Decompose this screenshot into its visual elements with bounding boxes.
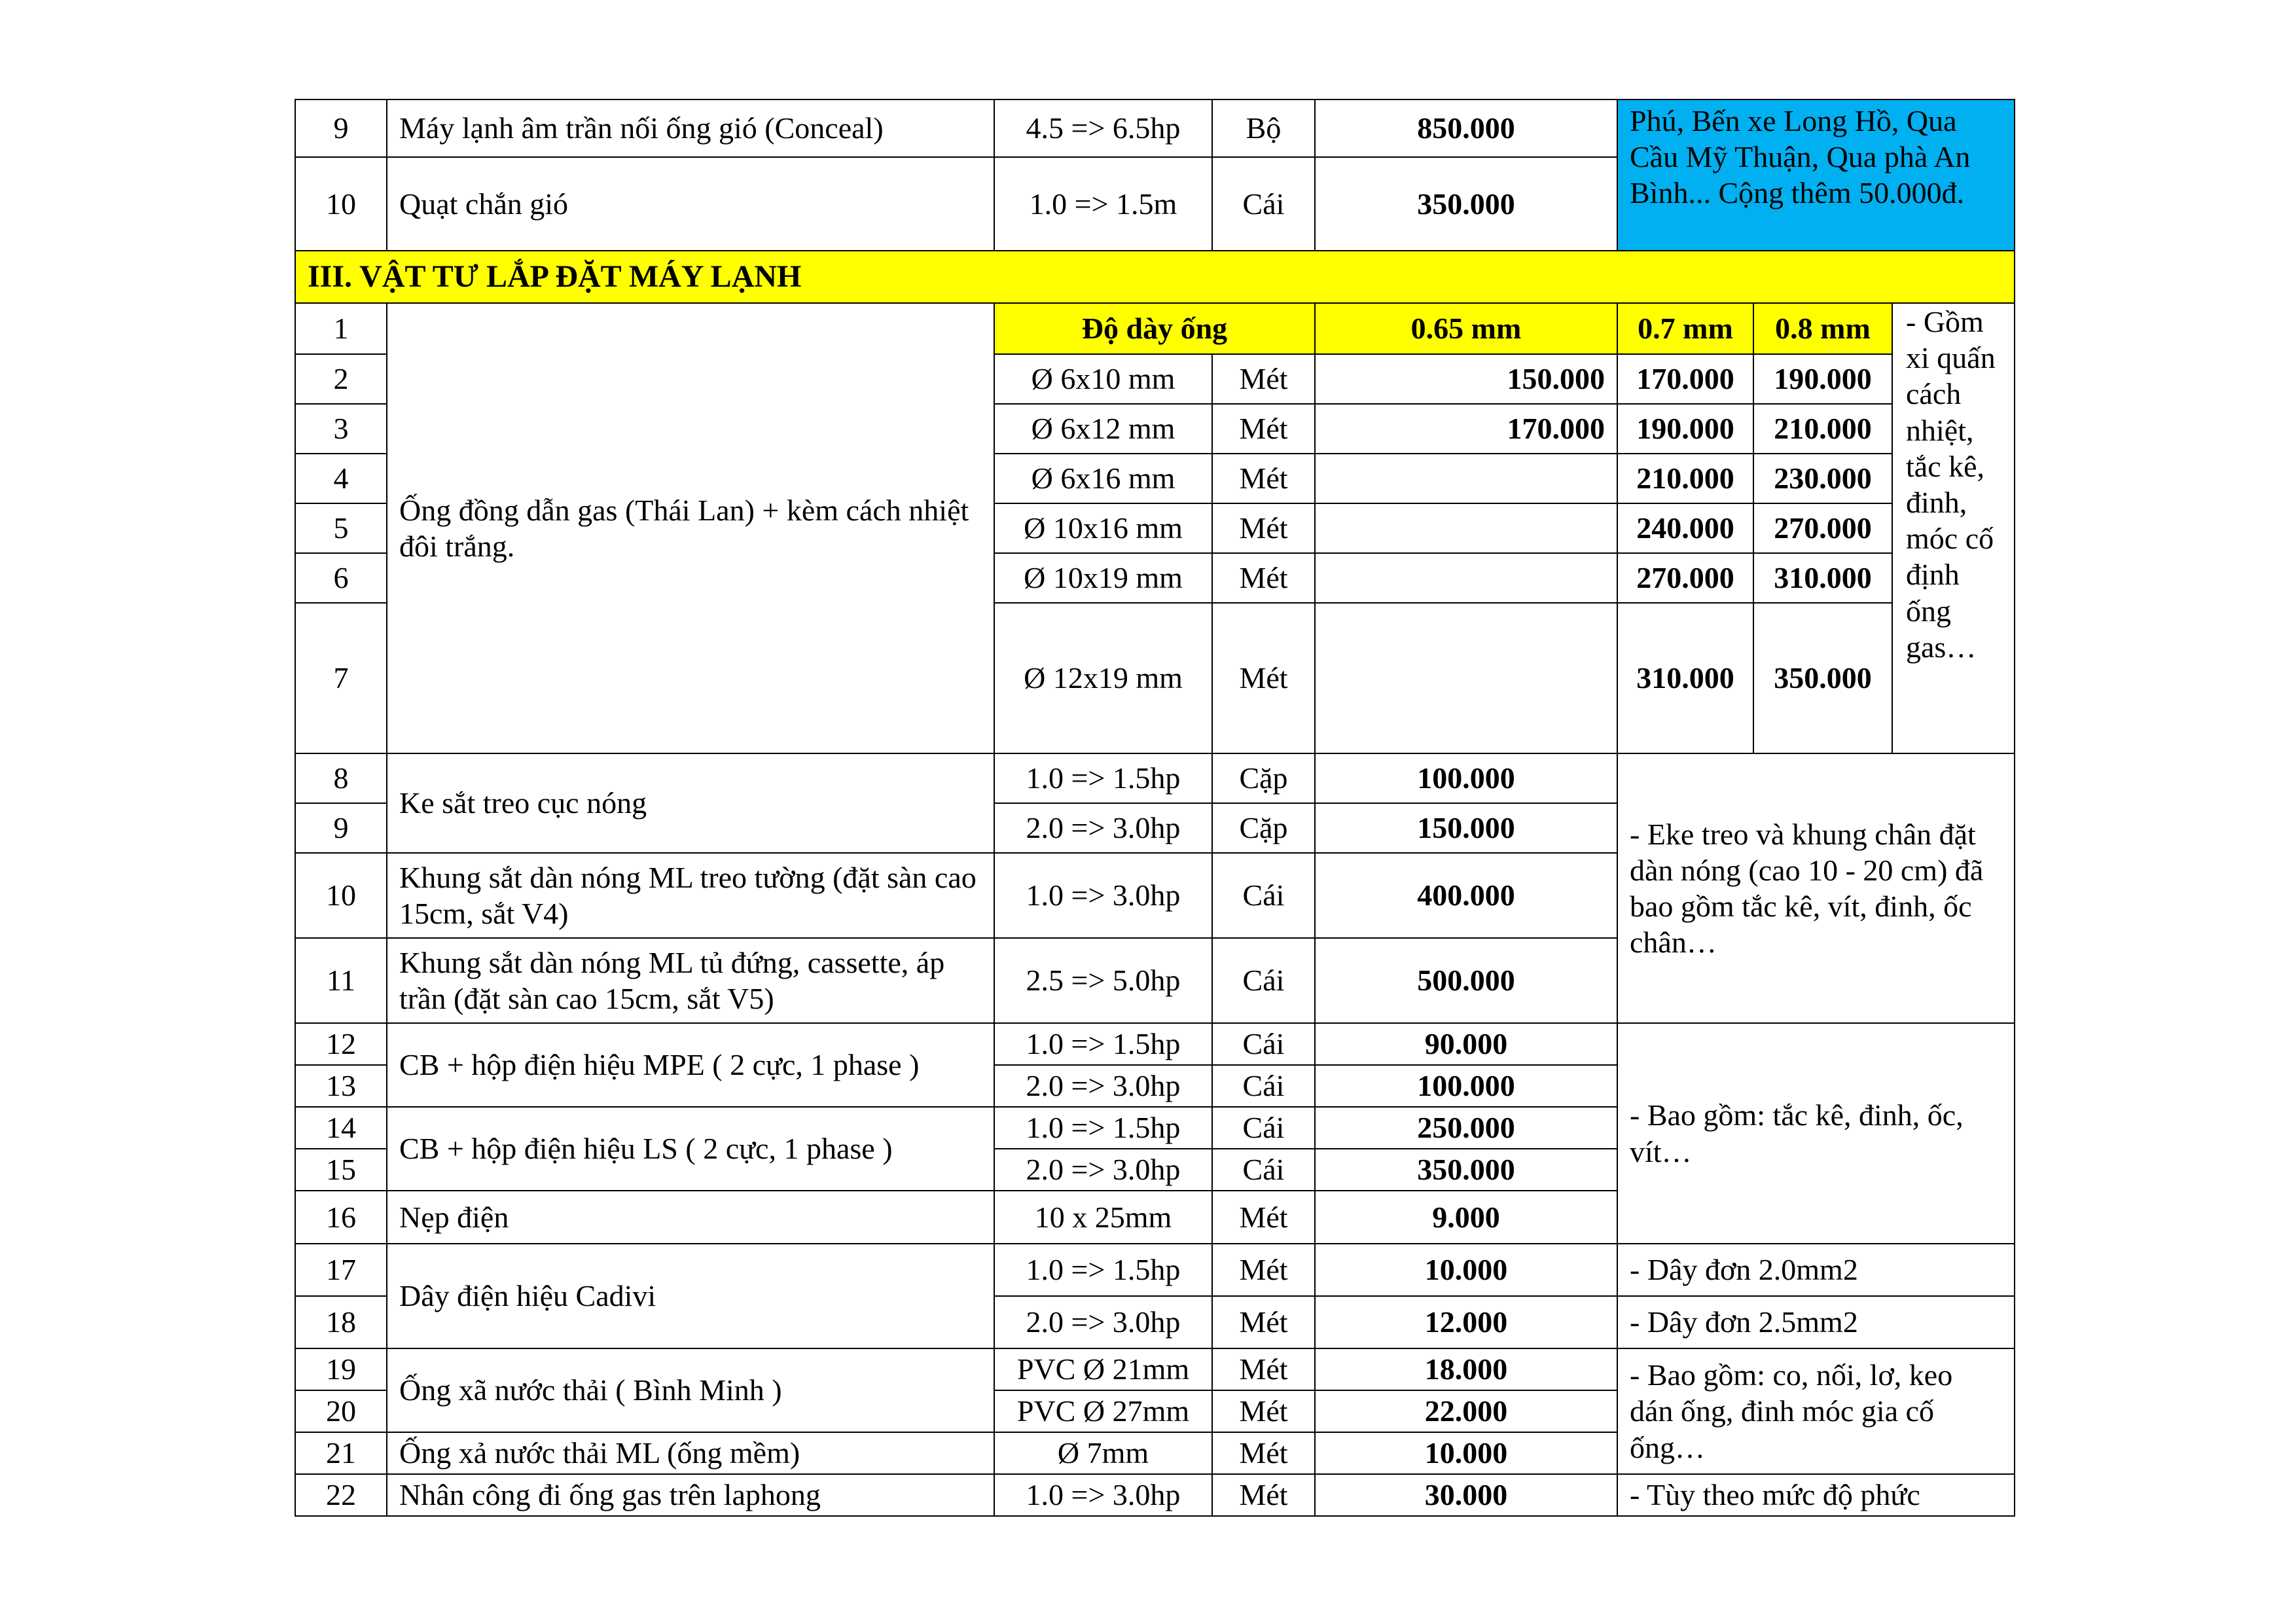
row-number: 4 <box>295 454 387 503</box>
thickness-07: 0.7 mm <box>1617 303 1753 354</box>
item-price: 400.000 <box>1315 853 1617 938</box>
row-number: 11 <box>295 938 387 1023</box>
item-spec: 1.0 => 1.5hp <box>994 1107 1212 1149</box>
item-spec: 2.0 => 3.0hp <box>994 1065 1212 1107</box>
item-unit: Mét <box>1212 1191 1315 1244</box>
item-unit: Mét <box>1212 1474 1315 1516</box>
item-name: Ống xả nước thải ML (ống mềm) <box>387 1432 994 1474</box>
item-spec: 1.0 => 1.5m <box>994 157 1212 251</box>
item-spec: 1.0 => 1.5hp <box>994 1023 1212 1065</box>
item-price: 30.000 <box>1315 1474 1617 1516</box>
row-number: 21 <box>295 1432 387 1474</box>
item-spec: Ø 7mm <box>994 1432 1212 1474</box>
row-number: 9 <box>295 99 387 157</box>
price-065 <box>1315 454 1617 503</box>
item-spec: 2.5 => 5.0hp <box>994 938 1212 1023</box>
item-price: 850.000 <box>1315 99 1617 157</box>
bracket-note: - Eke treo và khung chân đặt dàn nóng (cao 10 - 20 cm) đã bao gồm tắc kê, vít, đinh, ốc chân… <box>1617 753 2015 1023</box>
item-name: Máy lạnh âm trần nối ống gió (Conceal) <box>387 99 994 157</box>
item-spec: Ø 6x10 mm <box>994 354 1212 404</box>
price-065 <box>1315 553 1617 603</box>
item-unit: Mét <box>1212 553 1315 603</box>
price-065: 170.000 <box>1315 404 1617 454</box>
row-number: 15 <box>295 1149 387 1191</box>
item-name: Ống xã nước thải ( Bình Minh ) <box>387 1348 994 1432</box>
thickness-08: 0.8 mm <box>1753 303 1892 354</box>
price-07: 270.000 <box>1617 553 1753 603</box>
item-name: Ống đồng dẫn gas (Thái Lan) + kèm cách nhiệt đôi trắng. <box>387 303 994 753</box>
item-name: Nẹp điện <box>387 1191 994 1244</box>
item-spec: Ø 6x16 mm <box>994 454 1212 503</box>
item-price: 150.000 <box>1315 803 1617 853</box>
area-surcharge-note: Phú, Bến xe Long Hồ, Qua Cầu Mỹ Thuận, Qua phà An Bình... Cộng thêm 50.000đ. <box>1617 99 2015 251</box>
item-unit: Cái <box>1212 1149 1315 1191</box>
item-price: 22.000 <box>1315 1390 1617 1432</box>
price-065 <box>1315 603 1617 753</box>
row-number: 7 <box>295 603 387 753</box>
item-price: 250.000 <box>1315 1107 1617 1149</box>
item-unit: Mét <box>1212 1296 1315 1348</box>
item-unit: Cái <box>1212 1023 1315 1065</box>
item-spec: 1.0 => 1.5hp <box>994 753 1212 803</box>
item-unit: Bộ <box>1212 99 1315 157</box>
row-number: 2 <box>295 354 387 404</box>
price-08: 210.000 <box>1753 404 1892 454</box>
item-name: CB + hộp điện hiệu LS ( 2 cực, 1 phase ) <box>387 1107 994 1191</box>
table-row <box>295 303 2015 354</box>
item-price: 9.000 <box>1315 1191 1617 1244</box>
item-spec: 2.0 => 3.0hp <box>994 1296 1212 1348</box>
price-07: 170.000 <box>1617 354 1753 404</box>
item-unit: Cặp <box>1212 803 1315 853</box>
row-number: 9 <box>295 803 387 853</box>
item-unit: Mét <box>1212 1390 1315 1432</box>
item-unit: Cái <box>1212 157 1315 251</box>
price-08: 310.000 <box>1753 553 1892 603</box>
item-unit: Mét <box>1212 354 1315 404</box>
item-unit: Cái <box>1212 1065 1315 1107</box>
table-row <box>295 753 2015 803</box>
row-number: 3 <box>295 404 387 454</box>
item-unit: Cặp <box>1212 753 1315 803</box>
item-spec: PVC Ø 21mm <box>994 1348 1212 1390</box>
table-row <box>295 1244 2015 1296</box>
item-spec: 1.0 => 1.5hp <box>994 1244 1212 1296</box>
section-title: III. VẬT TƯ LẮP ĐẶT MÁY LẠNH <box>295 251 2015 303</box>
price-08: 350.000 <box>1753 603 1892 753</box>
item-spec: 2.0 => 3.0hp <box>994 803 1212 853</box>
item-price: 350.000 <box>1315 157 1617 251</box>
row-number: 10 <box>295 157 387 251</box>
row-number: 17 <box>295 1244 387 1296</box>
item-unit: Mét <box>1212 603 1315 753</box>
row-number: 18 <box>295 1296 387 1348</box>
item-price: 500.000 <box>1315 938 1617 1023</box>
price-07: 190.000 <box>1617 404 1753 454</box>
item-price: 350.000 <box>1315 1149 1617 1191</box>
row-number: 16 <box>295 1191 387 1244</box>
item-name: Ke sắt treo cục nóng <box>387 753 994 853</box>
price-07: 240.000 <box>1617 503 1753 553</box>
item-price: 12.000 <box>1315 1296 1617 1348</box>
row-number: 1 <box>295 303 387 354</box>
item-spec: 1.0 => 3.0hp <box>994 1474 1212 1516</box>
row-number: 14 <box>295 1107 387 1149</box>
item-name: Khung sắt dàn nóng ML tủ đứng, cassette, áp trần (đặt sàn cao 15cm, sắt V5) <box>387 938 994 1023</box>
item-unit: Cái <box>1212 853 1315 938</box>
item-name: CB + hộp điện hiệu MPE ( 2 cực, 1 phase ) <box>387 1023 994 1107</box>
item-unit: Mét <box>1212 503 1315 553</box>
row-number: 22 <box>295 1474 387 1516</box>
item-price: 10.000 <box>1315 1244 1617 1296</box>
price-065: 150.000 <box>1315 354 1617 404</box>
row-number: 20 <box>295 1390 387 1432</box>
row-number: 13 <box>295 1065 387 1107</box>
price-08: 190.000 <box>1753 354 1892 404</box>
item-spec: 1.0 => 3.0hp <box>994 853 1212 938</box>
item-unit: Mét <box>1212 454 1315 503</box>
item-unit: Mét <box>1212 1244 1315 1296</box>
item-price: 10.000 <box>1315 1432 1617 1474</box>
price-065 <box>1315 503 1617 553</box>
item-price: 100.000 <box>1315 1065 1617 1107</box>
item-name: Khung sắt dàn nóng ML treo tường (đặt sàn cao 15cm, sắt V4) <box>387 853 994 938</box>
price-07: 210.000 <box>1617 454 1753 503</box>
item-spec: PVC Ø 27mm <box>994 1390 1212 1432</box>
row-number: 6 <box>295 553 387 603</box>
breaker-note: - Bao gồm: tắc kê, đinh, ốc, vít… <box>1617 1023 2015 1244</box>
item-spec: 4.5 => 6.5hp <box>994 99 1212 157</box>
table-row <box>295 1474 2015 1516</box>
section-header-row <box>295 251 2015 303</box>
price-table <box>295 99 2015 1517</box>
item-unit: Mét <box>1212 404 1315 454</box>
row-number: 5 <box>295 503 387 553</box>
row-number: 10 <box>295 853 387 938</box>
wire-note: - Dây đơn 2.5mm2 <box>1617 1296 2015 1348</box>
drain-note: - Bao gồm: co, nối, lơ, keo dán ống, đinh móc gia cố ống… <box>1617 1348 2015 1474</box>
table-row <box>295 99 2015 157</box>
item-name: Nhân công đi ống gas trên laphong <box>387 1474 994 1516</box>
table-row <box>295 1023 2015 1065</box>
thickness-header: Độ dày ống <box>994 303 1315 354</box>
price-08: 230.000 <box>1753 454 1892 503</box>
item-name: Dây điện hiệu Cadivi <box>387 1244 994 1348</box>
item-spec: Ø 12x19 mm <box>994 603 1212 753</box>
item-spec: Ø 6x12 mm <box>994 404 1212 454</box>
row-number: 19 <box>295 1348 387 1390</box>
price-07: 310.000 <box>1617 603 1753 753</box>
item-spec: 2.0 => 3.0hp <box>994 1149 1212 1191</box>
item-unit: Cái <box>1212 1107 1315 1149</box>
thickness-065: 0.65 mm <box>1315 303 1617 354</box>
item-spec: Ø 10x19 mm <box>994 553 1212 603</box>
price-08: 270.000 <box>1753 503 1892 553</box>
item-price: 18.000 <box>1315 1348 1617 1390</box>
item-price: 100.000 <box>1315 753 1617 803</box>
item-unit: Mét <box>1212 1432 1315 1474</box>
item-spec: Ø 10x16 mm <box>994 503 1212 553</box>
row-number: 12 <box>295 1023 387 1065</box>
table-row <box>295 1348 2015 1390</box>
wire-note: - Dây đơn 2.0mm2 <box>1617 1244 2015 1296</box>
labor-note: - Tùy theo mức độ phức <box>1617 1474 2015 1516</box>
item-unit: Cái <box>1212 938 1315 1023</box>
row-number: 8 <box>295 753 387 803</box>
pipe-note: - Gồm xi quấn cách nhiệt, tắc kê, đinh, móc cố định ống gas… <box>1892 303 2015 753</box>
item-unit: Mét <box>1212 1348 1315 1390</box>
item-name: Quạt chắn gió <box>387 157 994 251</box>
item-spec: 10 x 25mm <box>994 1191 1212 1244</box>
item-price: 90.000 <box>1315 1023 1617 1065</box>
